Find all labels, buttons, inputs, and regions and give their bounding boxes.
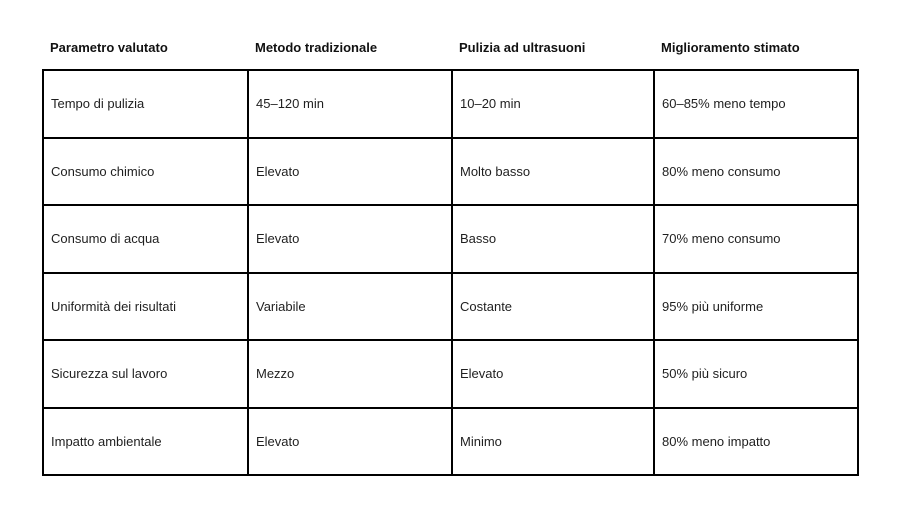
table-cell: 45–120 min bbox=[248, 70, 452, 138]
table-cell: 70% meno consumo bbox=[654, 205, 858, 273]
table-cell: Consumo di acqua bbox=[43, 205, 248, 273]
header-cell-pulizia-ultrasuoni: Pulizia ad ultrasuoni bbox=[459, 40, 586, 55]
table-row bbox=[43, 273, 858, 341]
table-body bbox=[43, 70, 858, 475]
table-cell: Minimo bbox=[452, 408, 654, 476]
table-header bbox=[43, 28, 858, 70]
table-cell: Elevato bbox=[248, 138, 452, 206]
table-cell: Costante bbox=[452, 273, 654, 341]
table-row bbox=[43, 205, 858, 273]
table-cell: 80% meno impatto bbox=[654, 408, 858, 476]
comparison-table bbox=[42, 28, 859, 476]
table-cell: Consumo chimico bbox=[43, 138, 248, 206]
table-cell: Elevato bbox=[248, 408, 452, 476]
table-cell: Uniformità dei risultati bbox=[43, 273, 248, 341]
table-cell: 60–85% meno tempo bbox=[654, 70, 858, 138]
header-cell-metodo-tradizionale: Metodo tradizionale bbox=[255, 40, 378, 55]
table-cell: Elevato bbox=[248, 205, 452, 273]
table-row bbox=[43, 340, 858, 408]
table-cell: 10–20 min bbox=[452, 70, 654, 138]
table-cell: 50% più sicuro bbox=[654, 340, 858, 408]
table-cell: Basso bbox=[452, 205, 654, 273]
header-cell-parametro: Parametro valutato bbox=[50, 40, 168, 55]
table-cell: 95% più uniforme bbox=[654, 273, 858, 341]
header-cell-miglioramento: Miglioramento stimato bbox=[661, 40, 800, 55]
table-cell: Sicurezza sul lavoro bbox=[43, 340, 248, 408]
table-cell: Impatto ambientale bbox=[43, 408, 248, 476]
table-cell: Variabile bbox=[248, 273, 452, 341]
table-row bbox=[43, 70, 858, 138]
table-cell: Molto basso bbox=[452, 138, 654, 206]
table-row bbox=[43, 408, 858, 476]
table-cell: Tempo di pulizia bbox=[43, 70, 248, 138]
table-cell: Elevato bbox=[452, 340, 654, 408]
header-row bbox=[43, 28, 858, 70]
table-row bbox=[43, 138, 858, 206]
table-cell: Mezzo bbox=[248, 340, 452, 408]
table-cell: 80% meno consumo bbox=[654, 138, 858, 206]
